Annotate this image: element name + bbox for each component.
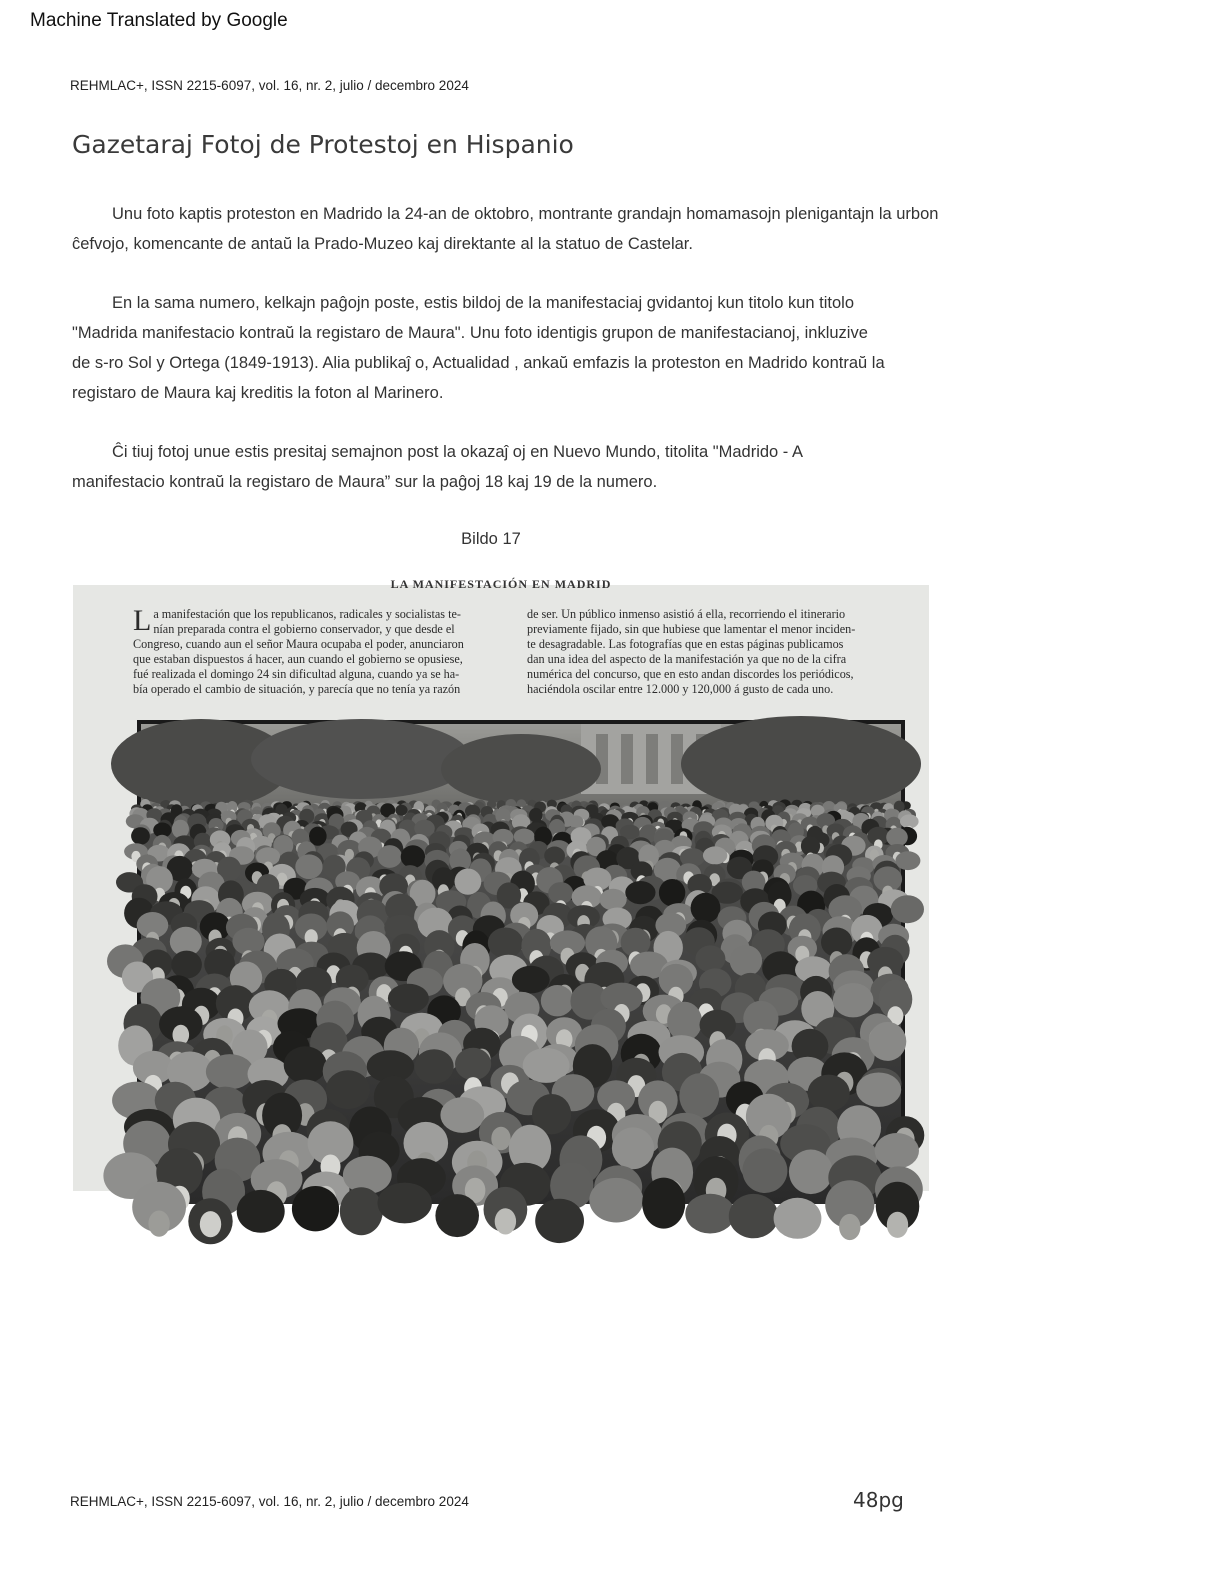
crowd-photograph	[137, 720, 905, 1204]
clipping-column-right	[527, 607, 899, 697]
paragraph-line: ĉefvojo, komencante de antaŭ la Prado-Muzeo kaj direktante al la statuo de Castelar.	[72, 235, 693, 253]
clipping-line: a manifestación que los republicanos, radicales y socialistas te-	[153, 607, 461, 621]
clipping-line: fué realizada el domingo 24 sin dificultad alguna, cuando ya se ha-	[133, 667, 460, 681]
paragraph-line: registaro de Maura kaj kreditis la foton al Marinero.	[72, 384, 444, 402]
paragraph-1	[72, 199, 952, 259]
footer-running-head: REHMLAC+, ISSN 2215-6097, vol. 16, nr. 2, julio / decembro 2024	[70, 1494, 469, 1509]
paragraph-line: Unu foto kaptis proteston en Madrido la 24-an de oktobro, montrante grandajn homamasojn plenigantajn la urbon	[112, 205, 939, 223]
clipping-line: nían preparada contra el gobierno conservador, y que desde el	[153, 622, 455, 636]
clipping-line: que estaban dispuestos á hacer, aun cuando el gobierno se opusiese,	[133, 652, 463, 666]
clipping-line: numérica del concurso, que en esto andan discordes los periódicos,	[527, 667, 854, 681]
clipping-line: previamente fijado, sin que hubiese que lamentar el menor inciden-	[527, 622, 856, 636]
clipping-header: LA MANIFESTACIÓN EN MADRID	[390, 577, 612, 591]
paragraph-line: En la sama numero, kelkajn paĝojn poste, estis bildoj de la manifestaciaj gvidantoj kun titolo kun titolo	[112, 294, 855, 312]
clipping-column-left	[133, 604, 505, 697]
paragraph-line: de s-ro Sol y Ortega (1849-1913). Alia publikaĵ o, Actualidad , ankaŭ emfazis la proteston en Madrido kontraŭ la	[72, 354, 885, 372]
clipping-line: dan una idea del aspecto de la manifestación ya que no de la cifra	[527, 652, 847, 666]
clipping-line: bía operado el cambio de situación, y parecía que no tenía ya razón	[133, 682, 461, 696]
running-head: REHMLAC+, ISSN 2215-6097, vol. 16, nr. 2, julio / decembro 2024	[70, 78, 469, 93]
page-number: 48pg	[853, 1488, 904, 1512]
clipping-line: de ser. Un público inmenso asistió á ella, recorriendo el itinerario	[527, 607, 846, 621]
clipping-line: haciéndola oscilar entre 12.000 y 120,000 á gusto de cada uno.	[527, 682, 834, 696]
article-title: Gazetaraj Fotoj de Protestoj en Hispanio	[72, 130, 574, 159]
paragraph-line: manifestacio kontraŭ la registaro de Maura” sur la paĝoj 18 kaj 19 de la numero.	[72, 473, 658, 491]
figure-caption: Bildo 17	[461, 530, 521, 548]
paragraph-3	[72, 437, 952, 497]
clipping-dropcap: L	[133, 604, 152, 637]
paragraph-line: Ĉi tiuj fotoj unue estis presitaj semajnon post la okazaĵ oj en Nuevo Mundo, titolita "Madrido - A	[112, 443, 803, 461]
clipping-line: Congreso, cuando aun el señor Maura ocupaba el poder, anunciaron	[133, 637, 464, 651]
machine-translation-banner: Machine Translated by Google	[30, 10, 288, 31]
newspaper-clipping-image	[73, 577, 929, 1191]
clipping-line: te desagradable. Las fotografías que en estas páginas publicamos	[527, 637, 844, 651]
paragraph-2	[72, 288, 952, 408]
paragraph-line: "Madrida manifestacio kontraŭ la registaro de Maura". Unu foto identigis grupon de manifestacianoj, inkluzive	[72, 324, 868, 342]
